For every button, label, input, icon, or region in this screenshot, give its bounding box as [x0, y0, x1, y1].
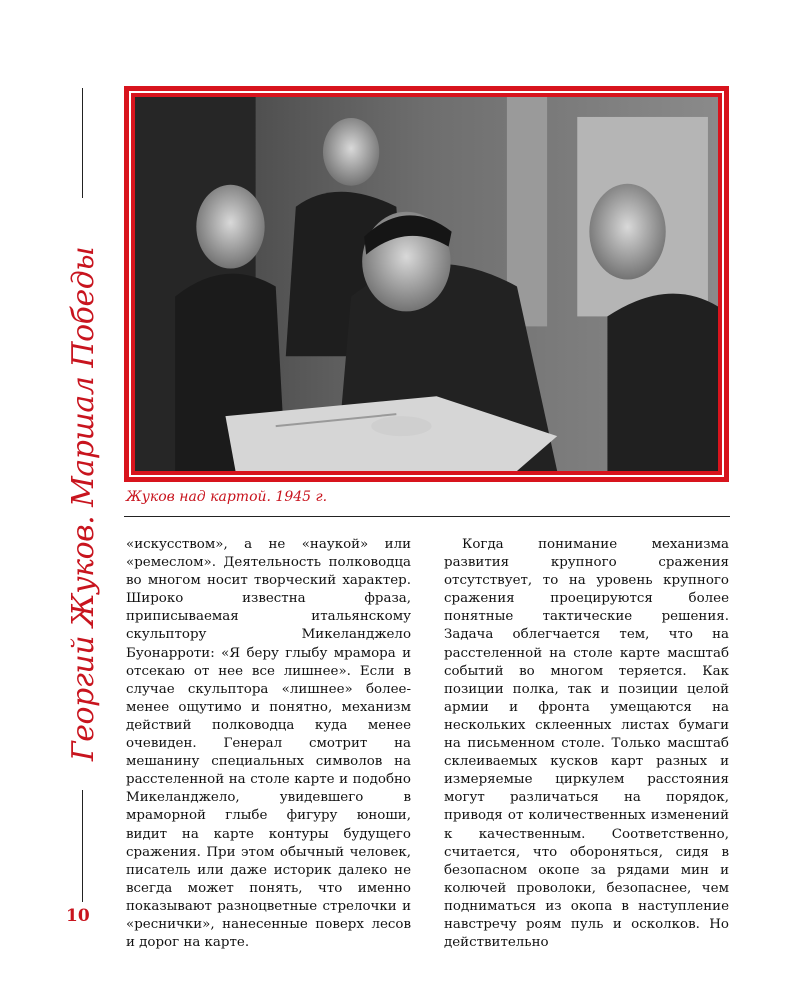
side-rule-bottom: [82, 790, 83, 902]
photo-inner-border: [129, 91, 724, 477]
text-column-right: [444, 536, 729, 952]
page-number: 10: [66, 906, 90, 926]
text-column-left: [126, 536, 411, 952]
photo-illustration: [135, 97, 718, 471]
running-title: Георгий Жуков. Маршал Победы: [66, 246, 101, 762]
paragraph-left: «искусством», а не «наукой» или «ремеслом». Деятельность полководца во многом носит творческий характер. Широко известна фраза, приписываемая итальянскому скульптору Микеланджело Буонарроти: «Я беру глыбу мрамора и отсекаю от нее все лишнее». Если в случае скульптора «лишнее» более-менее ощутимо и понятно, механизм действий полководца куда менее очевиден. Генерал смотрит на мешанину специальных символов на расстеленной на столе карте и подобно Микеланджело, увидевшего в мраморной глыбе фигуру юноши, видит на карте контуры будущего сражения. При этом обычный человек, писатель или даже историк далеко не всегда может понять, что именно показывают разноцветные стрелочки и «реснички», нанесенные поверх лесов и дорог на карте.: [126, 537, 411, 951]
photo-caption: Жуков над картой. 1945 г.: [126, 489, 328, 505]
historical-photo: [135, 97, 718, 471]
photo-frame: [124, 86, 729, 482]
side-rule-top: [82, 88, 83, 198]
paragraph-right: Когда понимание механизма развития крупного сражения отсутствует, то на уровень крупного сражения проецируются более понятные тактические решения. Задача облегчается тем, что на расстеленной на столе карте масштаб событий во многом теряется. Как позиции полка, так и позиции целой армии и фронта умещаются на нескольких склеенных листах бумаги на письменном столе. Только масштаб склеиваемых кусков карт разных и измеряемые циркулем расстояния могут различаться на порядок, приводя от количественных изменений к качественным. Соответственно, считается, что обороняться, сидя в безопасном окопе за рядами мин и колючей проволоки, безопаснее, чем подниматься из окопа в наступление навстречу роям пуль и осколков. Но действительно: [444, 537, 729, 951]
caption-divider: [124, 516, 730, 517]
